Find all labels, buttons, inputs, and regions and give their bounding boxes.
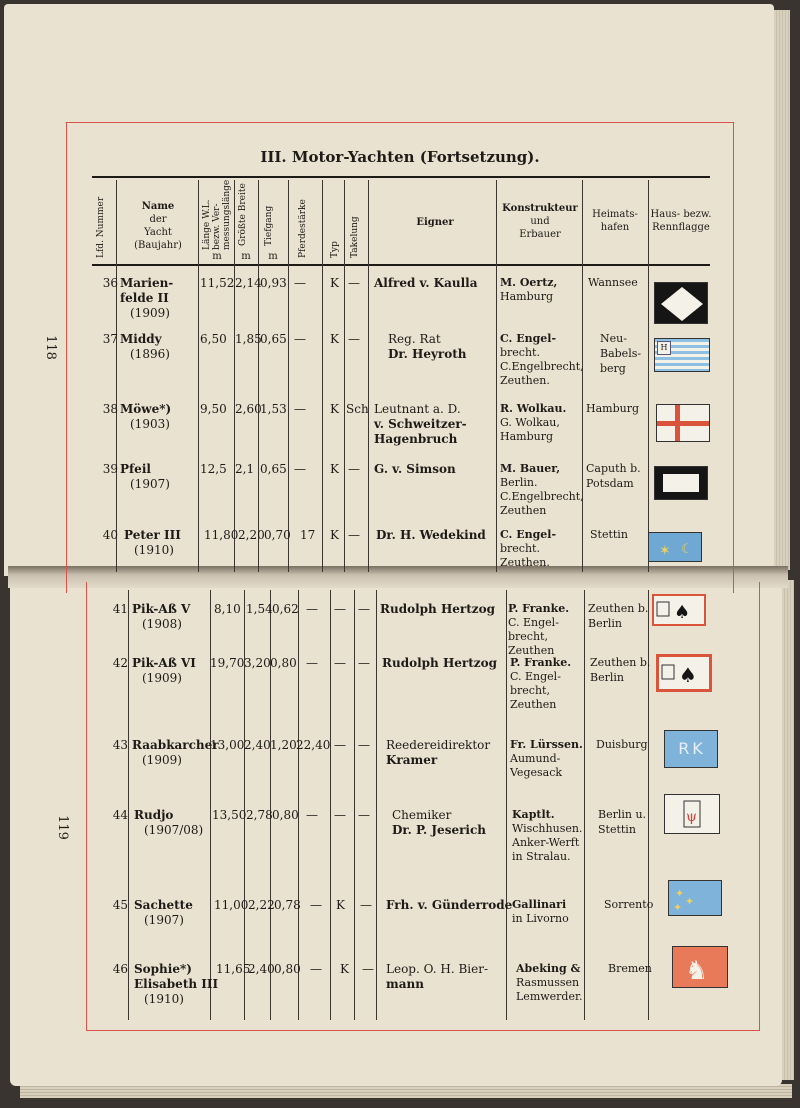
column-line [376,590,377,1020]
flag-39-inner [663,474,699,492]
builder-line: Lemwerder. [516,990,583,1003]
svg-text:♠: ♠ [679,663,697,687]
title-rule [92,176,710,178]
row-number: 38 [102,402,118,416]
yacht-name: Peter III [124,528,181,542]
builder-line: Wischhusen. [512,822,583,835]
home-port: Wannsee [588,276,638,289]
width-value: 2,60 [235,402,262,416]
svg-text:✦: ✦ [685,895,695,908]
owner-name: G. v. Simson [374,462,456,476]
home-port: Potsdam [586,477,634,490]
builder-line: brecht, [508,630,548,643]
builder-line: C.Engelbrecht, [500,360,584,373]
width-value: 2,22 [248,898,275,912]
yacht-name: Sophie*) [134,962,192,976]
column-line [288,180,289,572]
column-line [648,590,649,1020]
owner-name: Leop. O. H. Bier- [386,962,489,976]
header-flagge-line: Rennflagge [652,222,710,233]
home-port: berg [600,362,626,375]
flag-42-icon [656,654,712,692]
column-line [234,180,235,572]
length-value: 9,50 [200,402,227,416]
yacht-year: (1910) [144,992,184,1006]
header-rule [92,264,710,266]
yacht-name: Möwe*) [120,402,172,416]
width-value: 2,78 [246,808,273,822]
page-number-bottom: 119 [54,815,70,840]
type-value: — [334,602,346,616]
flag-43-text: RK [678,739,706,758]
row-number: 36 [102,276,118,290]
owner-name: Dr. P. Jeserich [392,823,486,837]
draft-value: 0,65 [260,332,287,346]
header-typ: Typ [330,241,340,258]
owner-name: Hagenbruch [374,432,458,446]
builder-line: brecht. [500,542,540,555]
row-number: 42 [112,656,128,670]
header-name-line: Name [141,201,175,212]
type-value: K [330,276,339,290]
type-value: K [336,898,345,912]
column-line [354,590,355,1020]
builder-line: Vegesack [510,766,563,779]
owner-name: v. Schweitzer- [374,417,467,431]
svg-text:✦: ✦ [675,887,685,900]
column-line [582,180,583,572]
owner-name: Leutnant a. D. [374,402,461,416]
home-port: Berlin [588,617,622,630]
length-value: 13,00 [210,738,245,752]
length-value: 8,10 [214,602,241,616]
rigging-value: — [360,898,372,912]
horsepower-value: — [294,462,306,476]
home-port: Stettin [598,823,636,836]
column-line [496,180,497,572]
type-value: — [334,656,346,670]
width-value: 2,20 [238,528,265,542]
type-value: K [330,462,339,476]
horsepower-value: 22,40 [296,738,331,752]
page-number-top: 118 [42,335,58,360]
width-value: 1,54 [246,602,273,616]
header-laenge: Länge W.L. bezw. Ver-messungslänge [202,179,232,250]
horsepower-value: — [310,962,322,976]
yacht-year: (1909) [130,306,170,320]
rigging-value: — [358,738,370,752]
builder-line: C.Engelbrecht, [500,490,584,503]
rigging-value: — [358,808,370,822]
length-value: 11,52 [200,276,235,290]
home-port: Hamburg [586,402,640,415]
builder-line: Hamburg [500,430,554,443]
draft-value: 1,20 [270,738,297,752]
rigging-value: — [348,528,360,542]
header-flagge-line: Haus- bezw. [650,209,712,220]
header-tiefgang: Tiefgang [264,205,274,246]
builder-line: M. Bauer, [500,462,561,475]
header-name-line: Yacht [144,227,172,238]
row-number: 37 [102,332,118,346]
yacht-year: (1907) [144,913,184,927]
builder-line: Zeuthen [500,504,547,517]
diamond-icon [655,283,708,324]
row-number: 39 [102,462,118,476]
builder-line: Berlin. [500,476,538,489]
builder-line: P. Franke. [508,602,570,615]
flag-41-icon [652,594,706,626]
draft-value: 0,80 [272,808,299,822]
flag-36-icon [654,282,708,324]
horsepower-value: — [294,332,306,346]
header-laenge-unit: m [212,251,222,262]
builder-line: G. Wolkau, [500,416,560,429]
horsepower-value: — [310,898,322,912]
column-line [322,180,323,572]
yacht-year: (1909) [142,753,182,767]
rigging-value: — [348,276,360,290]
column-line [330,590,331,1020]
builder-line: M. Oertz, [500,276,558,289]
builder-line: Zeuthen. [500,374,550,387]
owner-name: Dr. H. Wedekind [376,528,486,542]
spade-icon [659,657,709,689]
flag-37-canton: H [657,341,671,355]
row-number: 41 [112,602,128,616]
width-value: 2,1 [235,462,255,476]
builder-line: P. Franke. [510,656,572,669]
page-edge [20,1084,792,1098]
flag-38-icon [656,404,710,442]
stars-icon [669,881,722,916]
flag-44-icon [664,794,720,834]
home-port: Duisburg [596,738,648,751]
owner-name: Kramer [386,753,438,767]
header-heimat-line: hafen [600,222,630,233]
width-value: 2,14 [235,276,262,290]
builder-line: Anker-Werft [512,836,580,849]
column-line [506,590,507,1020]
horsepower-value: — [306,808,318,822]
horsepower-value: — [294,276,306,290]
yacht-name: Pik-Aß VI [132,656,196,670]
builder-line: R. Wolkau. [500,402,567,415]
builder-line: brecht. [500,346,540,359]
home-port: Sorrento [604,898,654,911]
column-line [298,590,299,1020]
home-port: Neu- [600,332,627,345]
header-lfd-nummer: Lfd. Nummer [96,196,106,258]
type-value: — [334,738,346,752]
draft-value: 1,53 [260,402,287,416]
length-value: 11,80 [204,528,239,542]
builder-line: Zeuthen. [500,556,550,569]
svg-text:☾: ☾ [681,542,693,557]
owner-name: Rudolph Hertzog [382,656,497,670]
owner-name: Dr. Heyroth [388,347,467,361]
yacht-year: (1910) [134,543,174,557]
page-edge [782,580,794,1080]
column-line [258,180,259,572]
svg-text:♠: ♠ [674,602,691,623]
home-port: Babels- [600,347,642,360]
svg-text:✦: ✦ [673,901,683,914]
draft-value: 0,65 [260,462,287,476]
column-line [368,180,369,572]
home-port: Zeuthen b. [588,602,649,615]
builder-line: C. Engel- [510,670,561,683]
flag-43-icon [664,730,718,768]
builder-line: Gallinari [512,898,567,911]
header-konstrukteur-line: Konstrukteur [502,203,578,214]
draft-value: 0,70 [264,528,291,542]
column-line [584,590,585,1020]
header-breite-unit: m [241,251,251,262]
horsepower-value: — [306,656,318,670]
home-port: Berlin u. [598,808,647,821]
yacht-name: Raabkarcher [132,738,219,752]
column-line [210,590,211,1020]
builder-line: in Stralau. [512,850,571,863]
home-port: Stettin [590,528,628,541]
owner-name: Rudolph Hertzog [380,602,495,616]
yacht-name: Elisabeth III [134,977,219,991]
yacht-year: (1908) [142,617,182,631]
yacht-name: felde II [120,291,169,305]
flag-39-icon [654,466,708,500]
yacht-year: (1896) [130,347,170,361]
width-value: 1,85 [235,332,262,346]
draft-value: 0,80 [274,962,301,976]
horsepower-value: — [294,402,306,416]
horse-icon [673,947,728,988]
rigging-value: Sch [346,402,369,416]
header-eigner: Eigner [416,217,454,228]
length-value: 6,50 [200,332,227,346]
header-konstrukteur-line: und [530,216,550,227]
width-value: 3,20 [244,656,271,670]
flag-37-icon [654,338,710,372]
rigging-value: — [348,462,360,476]
home-port: Bremen [608,962,652,975]
page-edge [774,10,790,570]
header-breite: Größte Breite [238,183,248,246]
builder-line: C. Engel- [508,616,559,629]
header-name-line: der [149,214,167,225]
svg-text:✶: ✶ [659,543,671,559]
home-port: Caputh b. [586,462,641,475]
column-line [244,590,245,1020]
rigging-value: — [362,962,374,976]
row-number: 46 [112,962,128,976]
builder-line: Aumund- [510,752,561,765]
type-value: K [330,402,339,416]
draft-value: 0,78 [274,898,301,912]
length-value: 11,65 [216,962,251,976]
owner-name: Frh. v. Günderrode [386,898,513,912]
header-tiefgang-unit: m [268,251,278,262]
owner-name: Reg. Rat [388,332,441,346]
flag-46-icon [672,946,728,988]
owner-name: Reedereidirektor [386,738,491,752]
rigging-value: — [358,602,370,616]
builder-line: Rasmussen [516,976,580,989]
header-flagge [648,208,714,234]
header-takelung: Takelung [350,216,360,258]
emblem-icon [665,795,720,834]
svg-text:♞: ♞ [685,956,709,986]
column-line [648,180,649,572]
yacht-year: (1907/08) [144,823,204,837]
owner-name: Alfred v. Kaulla [374,276,478,290]
cross-horizontal [657,421,710,426]
type-value: — [334,808,346,822]
owner-name: Chemiker [392,808,452,822]
draft-value: 0,93 [260,276,287,290]
header-name [118,200,198,252]
builder-line: brecht, [510,684,550,697]
header-heimat-line: Heimats- [592,209,638,220]
home-port: Berlin [590,671,624,684]
length-value: 19,70 [210,656,245,670]
length-value: 11,00 [214,898,249,912]
rigging-value: — [348,332,360,346]
builder-line: Abeking & [516,962,581,975]
header-heimatshafen [582,208,648,234]
builder-line: Hamburg [500,290,554,303]
draft-value: 0,62 [272,602,299,616]
header-pferdestaerke: Pferdestärke [298,199,308,258]
yacht-name: Pfeil [120,462,151,476]
builder-line: Zeuthen [510,698,557,711]
column-line [270,590,271,1020]
header-konstrukteur [498,202,582,241]
page-title: III. Motor-Yachten (Fortsetzung). [260,148,540,166]
yacht-name: Sachette [134,898,193,912]
type-value: K [330,332,339,346]
header-konstrukteur-line: Erbauer [519,229,561,240]
yacht-name: Pik-Aß V [132,602,191,616]
flag-40-icon [648,532,702,562]
horsepower-value: 17 [300,528,316,542]
type-value: K [340,962,349,976]
horsepower-value: — [306,602,318,616]
rigging-value: — [358,656,370,670]
builder-line: C. Engel- [500,528,557,541]
row-number: 40 [102,528,118,542]
owner-name: mann [386,977,424,991]
yacht-year: (1909) [142,671,182,685]
flag-45-icon [668,880,722,916]
yacht-year: (1903) [130,417,170,431]
builder-line: C. Engel- [500,332,557,345]
column-line [128,590,129,1020]
column-line [116,180,117,572]
builder-line: Zeuthen [508,644,555,657]
column-line [344,180,345,572]
spade-icon [654,596,704,624]
row-number: 43 [112,738,128,752]
row-number: 44 [112,808,128,822]
yacht-name: Rudjo [134,808,174,822]
column-line [198,180,199,572]
builder-line: in Livorno [512,912,569,925]
builder-line: Fr. Lürssen. [510,738,583,751]
width-value: 2,40 [244,738,271,752]
home-port: Zeuthen b. [590,656,651,669]
builder-line: Kaptlt. [512,808,555,821]
type-value: K [330,528,339,542]
row-number: 45 [112,898,128,912]
star-moon-icon [649,533,702,562]
svg-text:ψ: ψ [686,809,697,825]
header-name-line: (Baujahr) [134,240,182,251]
yacht-year: (1907) [130,477,170,491]
yacht-name: Middy [120,332,162,346]
length-value: 12,5 [200,462,227,476]
draft-value: 0,80 [270,656,297,670]
length-value: 13,50 [212,808,247,822]
width-value: 2,40 [248,962,275,976]
yacht-name: Marien- [120,276,174,290]
